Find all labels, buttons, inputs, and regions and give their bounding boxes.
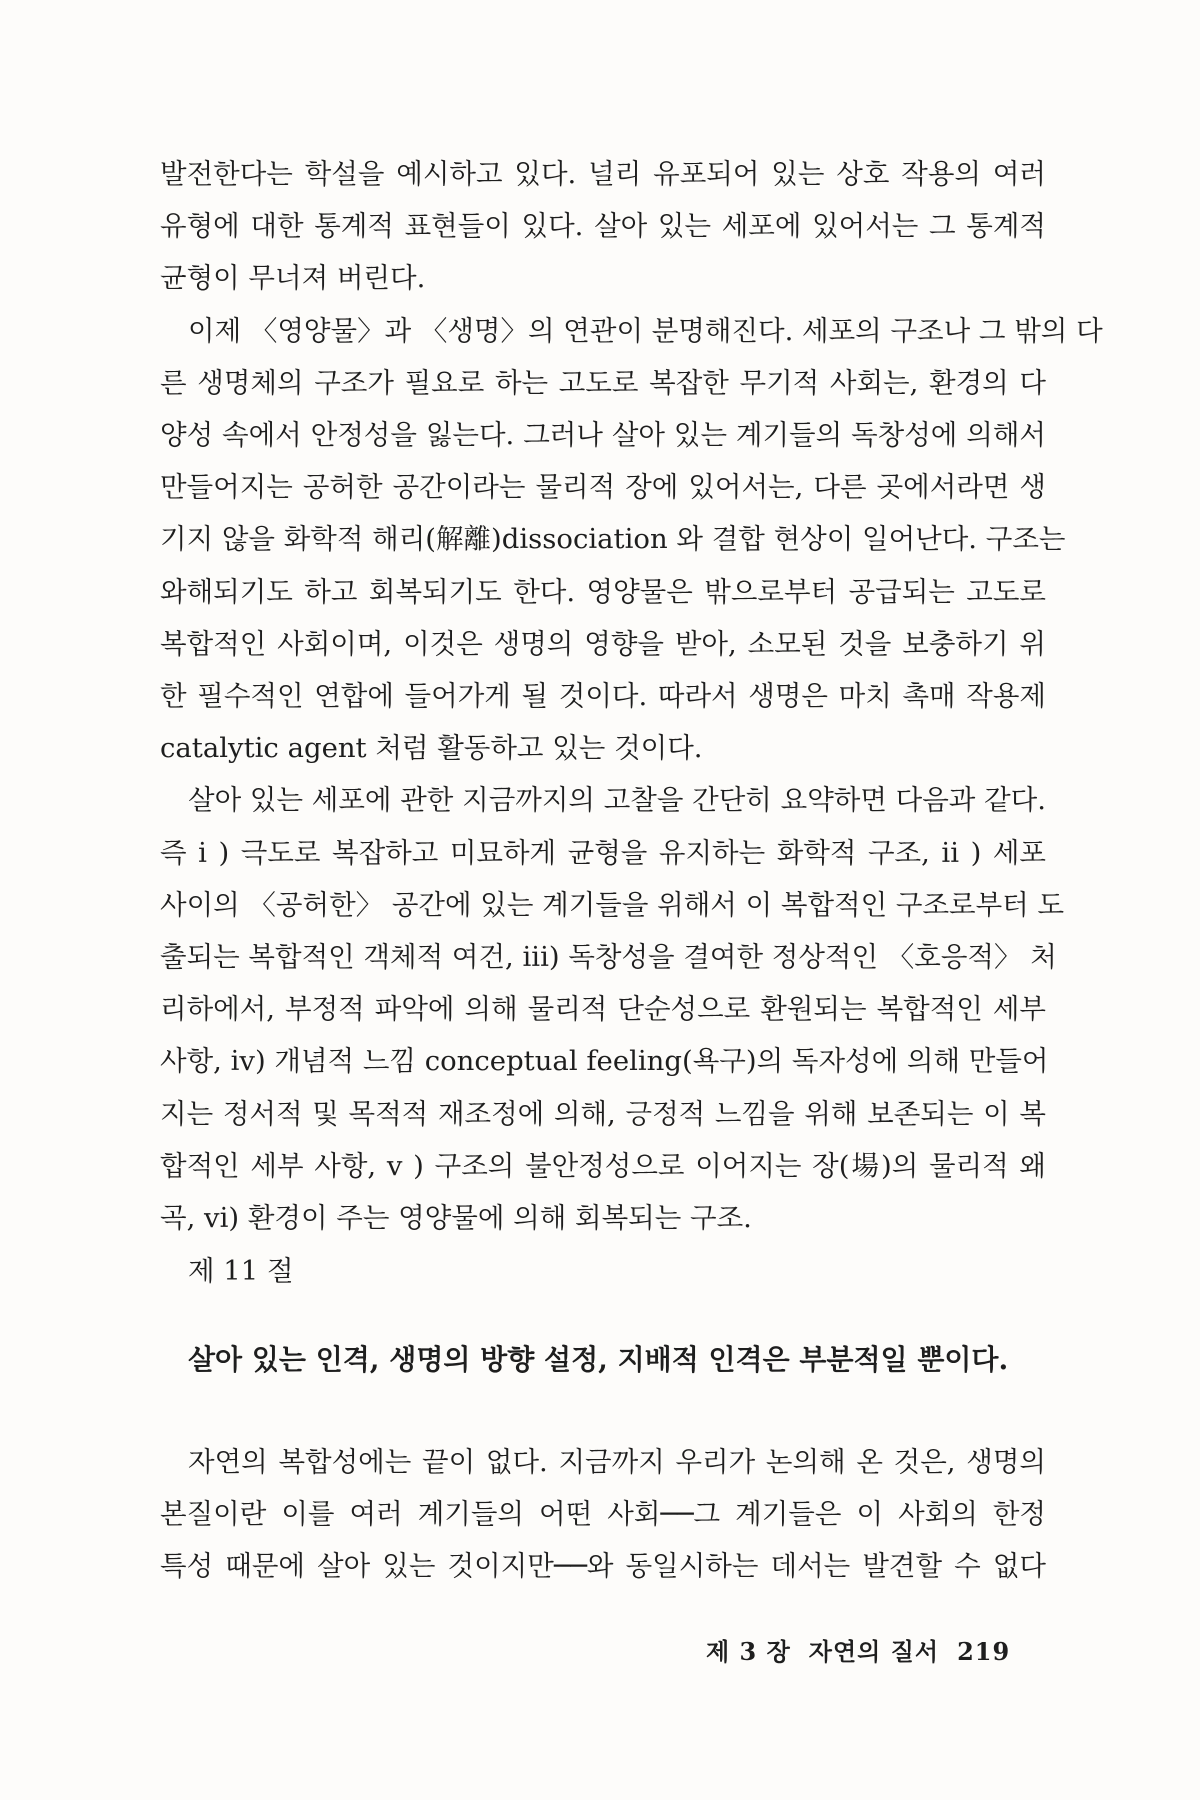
text-line: 지는 정서적 및 목적적 재조정에 의해, 긍정적 느낌을 위해 보존되는 이 복 bbox=[160, 1097, 1046, 1130]
text-line: 균형이 무너져 버린다. bbox=[160, 262, 426, 295]
text-line: 자연의 복합성에는 끝이 없다. 지금까지 우리가 논의해 온 것은, 생명의 bbox=[188, 1446, 1046, 1478]
page-number: 219 bbox=[957, 1637, 1011, 1666]
main-text bbox=[160, 148, 1103, 1244]
text-line: 와해되기도 하고 회복되기도 한다. 영양물은 밖으로부터 공급되는 고도로 bbox=[160, 575, 1046, 608]
footer-chapter: 제 3 장 bbox=[706, 1637, 791, 1666]
text-line: 특성 때문에 살아 있는 것이지만──와 동일시하는 데서는 발견할 수 없다 bbox=[160, 1550, 1046, 1583]
text-line: 른 생명체의 구조가 필요로 하는 고도로 복잡한 무기적 사회는, 환경의 다 bbox=[160, 366, 1046, 399]
text-line: 기지 않을 화학적 해리(解離)dissociation 와 결합 현상이 일어난다. 구조는 bbox=[160, 523, 1066, 556]
text-line: 리하에서, 부정적 파악에 의해 물리적 단순성으로 환원되는 복합적인 세부 bbox=[160, 993, 1046, 1026]
text-line: 사항, iv) 개념적 느낌 conceptual feeling(욕구)의 독자성에 의해 만들어 bbox=[160, 1045, 1049, 1078]
footer-chapter-title: 자연의 질서 bbox=[808, 1637, 940, 1666]
text-line: catalytic agent 처럼 활동하고 있는 것이다. bbox=[160, 732, 703, 765]
text-line: 사이의 〈공허한〉 공간에 있는 계기들을 위해서 이 복합적인 구조로부터 도 bbox=[160, 888, 1065, 921]
text-line: 살아 있는 세포에 관한 지금까지의 고찰을 간단히 요약하면 다음과 같다. bbox=[188, 784, 1046, 817]
text-line: 만들어지는 공허한 공간이라는 물리적 장에 있어서는, 다른 곳에서라면 생 bbox=[160, 471, 1046, 504]
text-line: 복합적인 사회이며, 이것은 생명의 영향을 받아, 소모된 것을 보충하기 위 bbox=[160, 627, 1046, 660]
page-footer bbox=[706, 1632, 1010, 1667]
text-line: 즉 i ) 극도로 복잡하고 미묘하게 균형을 유지하는 화학적 구조, ii ) 세포 bbox=[160, 836, 1046, 869]
text-line: 발전한다는 학설을 예시하고 있다. 널리 유포되어 있는 상호 작용의 여러 bbox=[160, 158, 1046, 190]
text-line: 곡, vi) 환경이 주는 영양물에 의해 회복되는 구조. bbox=[160, 1202, 752, 1235]
section-text bbox=[160, 1436, 1046, 1593]
text-line: 합적인 세부 사항, v ) 구조의 불안정성으로 이어지는 장(場)의 물리적 왜 bbox=[160, 1149, 1046, 1182]
text-line: 유형에 대한 통계적 표현들이 있다. 살아 있는 세포에 있어서는 그 통계적 bbox=[160, 210, 1046, 243]
text-line: 출되는 복합적인 객체적 여건, iii) 독창성을 결여한 정상적인 〈호응적〉 처 bbox=[160, 941, 1057, 974]
text-line: 이제 〈영양물〉과 〈생명〉의 연관이 분명해진다. 세포의 구조나 그 밖의 다 bbox=[188, 314, 1103, 347]
section-label: 제 11 절 bbox=[188, 1255, 294, 1287]
section-title: 살아 있는 인격, 생명의 방향 설정, 지배적 인격은 부분적일 뿐이다. bbox=[188, 1343, 1009, 1376]
text-line: 양성 속에서 안정성을 잃는다. 그러나 살아 있는 계기들의 독창성에 의해서 bbox=[160, 419, 1046, 452]
text-line: 본질이란 이를 여러 계기들의 어떤 사회──그 계기들은 이 사회의 한정 bbox=[160, 1498, 1046, 1531]
text-line: 한 필수적인 연합에 들어가게 될 것이다. 따라서 생명은 마치 촉매 작용제 bbox=[160, 680, 1046, 713]
